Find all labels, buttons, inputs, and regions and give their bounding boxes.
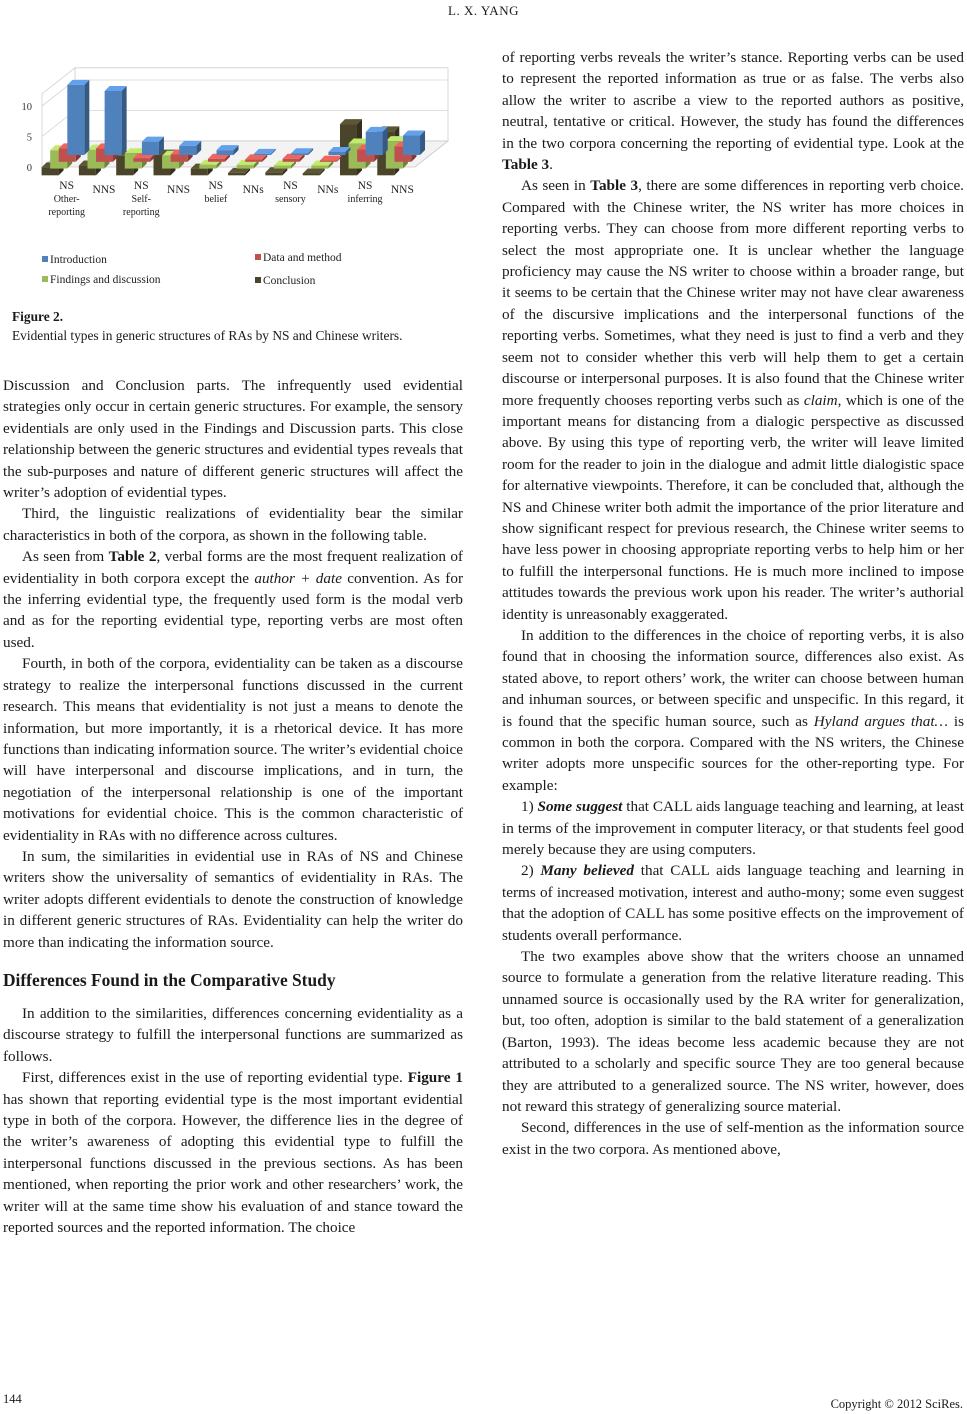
paragraph: As seen from Table 2, verbal forms are the most frequent realization of evidentiality in both corpora except the author + date convention. As for the inferring evidential type, the frequently used form is the modal verb and as for the reporting evidential type, reporting verbs are most often used. xyxy=(3,548,464,651)
paragraph: As seen in Table 3, there are some differences in reporting verb choice. Compared with the Chinese writer, the NS writer has more choices in reporting verbs. They can choose from more different reporting verbs to select the most appropriate one. It is unclear whether the language proficiency may cause the NS writer to choose within a broader range, but it seems to be certain that the Chinese writer may not have clear awareness of the discursive implications and the interpersonal functions of the reporting verbs. Sometimes, what they need is just to find a verb and they seem not to consider whether this verb will help them to get a certain discourse or interpersonal purposes. It is also found that the Chinese writer more frequently chooses reporting verbs such as claim, which is one of the important means for distancing from a dialogic perspective as discussed above. By using this type of reporting verb, the writer will leave limited room for the reader to join in the dialogue and admit little dialogistic space for alternative viewpoints. Therefore, it can be concluded that, although the NS and Chinese writer both admit the importance of the prior literature and show significant respect for previous research, the Chinese writer seems to have less power in choosing appropriate reporting verbs to help him or her to fulfill the interpersonal functions. He is much more inclined to impose attitudes towards the previous work upon his reader. The writer’s authorial identity is unreasonably exaggerated. xyxy=(502,177,964,623)
bar xyxy=(142,142,159,155)
bar xyxy=(328,152,345,155)
paragraph: The two examples above show that the writers choose an unnamed source to formulate a generation from the relative literature reading. This unnamed source is occasionally used by the RA writer for generalization, but, too often, adoption is similar to the bald statement of a generalization (Barton, 1993). The ideas become less academic because they are not attributed to a scholarly and specific source They are too general because they are attributed to a generalized source. The NS writer, however, does not reward this strategy of generalizing source material. xyxy=(502,948,964,1115)
paragraph: Discussion and Conclusion parts. The infrequently used evidential strategies only occur in certain generic structures. For example, the sensory evidentials are only used in the Findings and Discussion parts. This close relationship between the generic structures and evidential types reveals that the sub-purposes and nature of different generic structures will affect the writer’s adoption of evidential types. xyxy=(3,377,463,502)
bar xyxy=(42,167,59,175)
legend-label: Data and method xyxy=(263,252,342,264)
category-label: NNS xyxy=(167,184,191,196)
category-sublabel: sensory xyxy=(275,194,306,205)
bar xyxy=(171,154,188,161)
bar xyxy=(217,150,234,155)
example-1: 1) Some suggest that CALL aids language teaching and learning, at least in terms of the improvement in computer literacy, or that students feel good merely because they are using computers. xyxy=(502,798,964,859)
paragraph: of reporting verbs reveals the writer’s stance. Reporting verbs can be used to represent the reported information as true or as false. The verbs also allow the writer to ascribe a view to the reported authors as positive, neutral, tentative or critical. However, the study has found the differences in the two corpora concerning the reporting of evidential type. Look at the Table 3. xyxy=(502,49,964,174)
bar xyxy=(320,161,337,162)
y-tick-label: 10 xyxy=(21,102,32,113)
category-label: NS xyxy=(59,180,75,192)
copyright: Copyright © 2012 SciRes. xyxy=(830,1397,963,1411)
category-label: NS xyxy=(133,180,149,192)
legend-swatch xyxy=(255,254,261,260)
category-label: NS xyxy=(208,180,224,192)
figure-caption xyxy=(12,308,458,344)
bar-side xyxy=(122,86,127,155)
table-reference: Table 3 xyxy=(590,177,639,195)
bar xyxy=(237,165,254,169)
figure-label: Figure 2. xyxy=(12,309,64,324)
category-sublabel: Self- xyxy=(131,194,151,205)
bar xyxy=(67,85,84,155)
bar xyxy=(133,158,150,162)
bar xyxy=(105,91,122,155)
paragraph: Fourth, in both of the corpora, evidentiality can be taken as a discourse strategy to realize the interpersonal functions discussed in the current research. This means that evidentiality is not just a means to denote the information, but more importantly, it is a rhetorical device. It has more functions than indicating information source. The writer’s evidential choice will have interpersonal and discourse implications, and in turn, the negotiation of the interpersonal relationship is one of the important motivations for evidential choice. This is the common characteristic of evidentiality in RAs with no difference across cultures. xyxy=(3,655,463,844)
section-heading: Differences Found in the Comparative Study xyxy=(3,969,336,990)
table-reference: Table 3 xyxy=(502,156,550,174)
bar xyxy=(303,173,320,175)
paragraph: In addition to the differences in the choice of reporting verbs, it is also found that in choosing the information source, differences also exist. As stated above, to report others’ work, the writer can choose between human and inhuman sources, or between specific and unspecific. In this regard, it is found that the specific human source, such as Hyland argues that… is common in both the corpora. Compared with the NS writers, the Chinese writer adopts more unspecific sources for the other-reporting type. For example: xyxy=(502,626,964,794)
bar xyxy=(179,146,196,155)
example-2: 2) Many believed that CALL aids language teaching and learning in terms of increased motivation, interest and autho-mony; some even suggest that the adoption of CALL has some positive effects on the improvement of students overall performance. xyxy=(502,862,964,944)
y-tick-label: 0 xyxy=(26,163,32,174)
legend-label: Introduction xyxy=(50,254,107,266)
legend-swatch xyxy=(255,277,261,283)
legend-swatch xyxy=(42,276,48,282)
bar xyxy=(191,169,208,176)
category-sublabel: reporting xyxy=(48,207,85,218)
bar xyxy=(245,159,262,161)
legend-swatch xyxy=(42,256,48,262)
figure-2 xyxy=(10,48,462,348)
category-label: NNs xyxy=(242,184,264,196)
bar-chart-3d xyxy=(10,48,462,303)
legend-label: Conclusion xyxy=(263,275,316,287)
bar xyxy=(208,159,225,162)
bar xyxy=(274,166,291,169)
category-sublabel: belief xyxy=(204,194,228,205)
figure-reference: Figure 1 xyxy=(407,1069,464,1087)
left-column xyxy=(3,375,463,1238)
category-sublabel: reporting xyxy=(122,207,160,218)
bar xyxy=(199,165,216,169)
bar xyxy=(311,166,328,169)
category-label: NS xyxy=(357,180,373,192)
bar xyxy=(291,153,308,155)
paragraph: First, differences exist in the use of reporting evidential type. Figure 1 has shown that reporting evidential type is the most important evidential type in both of the corpora. However, the difference lies in the degree of the writer’s awareness of adopting this evidential type to fulfill the interpersonal functions discussed in the previous sections. As has been mentioned, when reporting the prior work and other researchers’ work, the writer will at the same time show his evaluation of and stance toward the reported sources and the reported information. The choice xyxy=(3,1069,464,1237)
category-label: NS xyxy=(283,180,298,192)
bar xyxy=(254,154,271,155)
page-number: 144 xyxy=(3,1392,22,1406)
paragraph: In sum, the similarities in evidential use in RAs of NS and Chinese writers show the universality of semantics of evidentiality in RAs. The writer adopts different evidentials to denote the construction of knowledge in different generic structures of RAs. Evidentiality can help the writer do more than indicating the information source. xyxy=(3,847,463,951)
bar xyxy=(283,159,300,162)
category-sublabel: Other- xyxy=(53,194,80,205)
running-head: L. X. YANG xyxy=(448,3,519,18)
legend-label: Findings and discussion xyxy=(50,274,161,286)
bar xyxy=(265,172,282,175)
table-reference: Table 2 xyxy=(108,548,157,566)
category-label: NNS xyxy=(390,184,414,196)
y-tick-label: 5 xyxy=(26,132,32,144)
bar xyxy=(366,132,383,155)
figure-caption-text: Evidential types in generic structures of RAs by NS and Chinese writers. xyxy=(12,327,403,343)
category-label: NNS xyxy=(92,184,116,196)
paragraph: Third, the linguistic realizations of evidentiality bear the similar characteristics in both of the corpora, as shown in the following table. xyxy=(3,505,463,544)
paragraph: In addition to the similarities, differences concerning evidentiality as a discourse strategy to fulfill the interpersonal functions are summarized as follows. xyxy=(3,1004,463,1065)
category-label: NNs xyxy=(317,184,339,196)
paragraph: Second, differences in the use of self-mention as the information source exist in the two corpora. As mentioned above, xyxy=(502,1119,964,1158)
right-column xyxy=(502,47,964,1160)
bar xyxy=(403,136,420,156)
bar-side xyxy=(84,80,89,155)
category-sublabel: inferring xyxy=(347,194,383,205)
bar xyxy=(228,173,245,175)
